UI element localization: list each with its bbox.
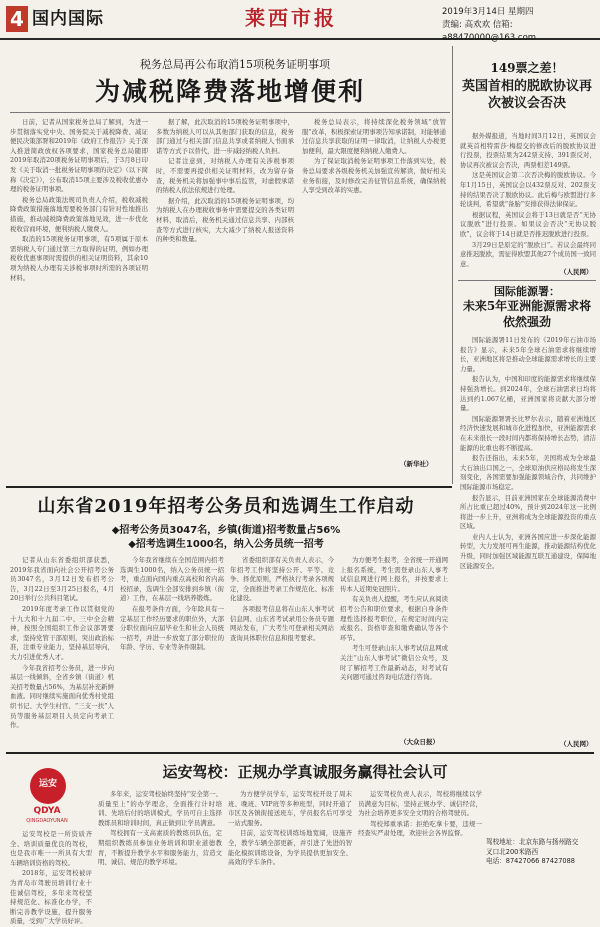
bottom-story-column-3: 为方便学员学车，运安驾校开设了周末班、晚班、VIP班等多种班型，同时开通了市区及各镇街接送班车，学员报名后可享受一站式服务。 目前，运安驾校训练场地宽阔，设施齐全，教学车辆全部更新，并引进了先进的智能化模拟训练设备，为学员提供更加安全、高效的学车条件。 bbox=[228, 790, 352, 867]
contact-phone: 电话：87427066 87427088 bbox=[486, 857, 575, 866]
contact-address-line-1: 驾校地址：北京东路与扬州路交 bbox=[486, 838, 579, 846]
contact-address-line-2: 叉口北200米路西 bbox=[486, 847, 539, 856]
lead-story-column-1: 日前，记者从国家税务总局了解到，为进一步贯彻落实党中央、国务院关于减税降费、减证便民决策部署和2019年《政府工作报告》关于深入推进简政放权各项要求，国家税务总局随即2019年取消20项税务证明事项后，于3月8日印发《关于取消一批税务证明事项的决定》（以下简称《决定》），公布取消15项主要涉及税收优惠办理的税务证明事项。 税务总局政策法规司负责人介绍，税收减税降费政策措施落地需要税务部门有针对性地推出措施，推动减税降费政策落地见效，进一步优化税收营商环境，便利纳税人缴费人。 取消的15项税务证明事项，有5项属于原本需纳税人专门通过第三方取得的证明，例如办理税收优惠事项时需提供的相关证明资料，其余10项为纳税人办理有关涉税事项时所需的各项证明材料。 bbox=[10, 118, 148, 282]
logo-text: 运安 bbox=[38, 779, 57, 789]
driving-school-logo bbox=[12, 768, 82, 826]
lead-story-2-title: 山东省2019年招考公务员和选调生工作启动 bbox=[37, 496, 415, 517]
contact-info bbox=[486, 838, 596, 867]
side-story-2-kicker: 国际能源署： bbox=[494, 285, 560, 298]
lead-story-2-source: （大众日报） bbox=[400, 738, 439, 746]
newspaper-brand: 莱西市报 bbox=[245, 6, 337, 30]
lead-story-2-subtitle-1: ◆招考公务员3047名，乡镇(街道)招考数量占56% bbox=[111, 525, 341, 536]
section-title: 国内国际 bbox=[32, 9, 104, 29]
divider bbox=[458, 280, 596, 281]
side-story-2-body: 国际能源署11日发布的《2019年石油市场报告》显示，未来5年全球石油需求将继续增长，亚洲地区将是推动全球能源需求增长的主要力量。 报告认为，中国和印度的能源需求将继续保持强劲增长。到2024年，全球石油需求日均将达到约1.067亿桶，亚洲国家将贡献大部分增量。 国际能源署署长比罗尔表示，随着亚洲地区经济快速发展和城市化进程加快，亚洲能源需求在未来很长一段时间内都将保持增长态势，清洁能源的比重也将不断提高。 报告还指出，未来5年，美国将成为全球最大石油出口国之一，全球原油供应格局将发生深刻变化，各国需要加强能源领域合作，共同维护国际能源市场稳定。 报告显示，目前亚洲国家在全球能源消费中所占比重已超过40%，预计到2024年这一比例将进一步上升，亚洲将成为全球能源投资的重点区域。 业内人士认为，亚洲各国应进一步深化能源转型，大力发展可再生能源，推动能源结构优化升级，同时加强区域能源互联互通建设，保障地区能源安全。 bbox=[460, 336, 596, 570]
lead-story-2-column-1: 记者从山东省委组织部获悉，2019年我省面向社会公开招考公务员3047名，3月12日发布招考公告，3月22日至3月25日报名，4月20日举行公共科目笔试。 2019年度考录工作以贯彻党的十九大和十九届二中、三中全会精神，按照全国组织工作会议部署要求，坚持党管干部原则，突出政治标准，注重专业能力，坚持基层导向，大力引进优秀人才。 今年我省招考公务员，进一步向基层一线倾斜，全省乡镇（街道）机关招考数量占56%，为基层补充新鲜血液。同时继续实施面向优秀村党组织书记、大学生村官、“三支一扶”人员等服务基层项目人员定向考录工作。 bbox=[10, 556, 114, 730]
lead-story-2-column-2: 今年我省继续在全国范围内招考选调生1000名，纳入公务员统一招考，重点面向国内重点高校和省内高校招录，选调生全部安排到乡镇（街道）工作，在基层一线培养锻炼。 在报考条件方面，今年除具有一定基层工作经历要求的职位外，大部分职位面向应届毕业生和社会人员统一招考，并进一步放宽了部分职位的年龄、学历、专业等条件限制。 bbox=[120, 556, 224, 652]
side-story-1-kicker: 149票之差！ bbox=[490, 61, 564, 75]
lead-story-column-3: 税务总局表示，将持续深化税务领域“放管服”改革，积极探索证明事项告知承诺制，对能够通过信息共享获取的证明一律取消，让纳税人办税更加便利，最大限度便利纳税人缴费人。 为了保证取消税务证明事项工作落到实处，税务总局要求各级税务机关加强宣传解读，做好相关业务衔接，及时修改完善征管信息系统，确保纳税人享受到改革的实惠。 bbox=[302, 118, 446, 195]
column-divider bbox=[452, 46, 453, 484]
bottom-story-title: 运安驾校：正规办学真诚服务赢得社会认可 bbox=[162, 763, 448, 781]
lead-story-2-subtitle-2: ◆招考选调生1000名，纳入公务员统一招考 bbox=[128, 539, 324, 550]
side-story-1-title: 英国首相的脱欧协议再次被议会否决 bbox=[461, 79, 592, 111]
bottom-story-column-4: 运安驾校负责人表示，驾校将继续以学员满意为目标，坚持正规办学、诚信经营，为社会培养更多安全文明的合格驾驶员。 驾校郑重承诺：拒绝吃拿卡要，违规一经查实严肃处理，欢迎社会各界监督。 bbox=[358, 790, 482, 838]
lead-story-column-2: 据了解，此次取消的15项税务证明事项中，多数为纳税人可以从其他部门获取的信息，税务部门通过与相关部门信息共享或者纳税人书面承诺等方式予以替代，进一步减轻纳税人负担。 记者注意到，对纳税人办理有关涉税事项时，不需要再提供相关证明材料，改为留存备查，税务机关将加强事中事后监管，对虚假承诺的纳税人依法依规进行处理。 据介绍，此次取消的15项税务证明事项，均为纳税人在办理税收事务中需要提交的各类证明材料，取消后，税务机关通过信息共享、内部核查等方式进行核实，大大减少了纳税人报送资料的种类和数量。 bbox=[156, 118, 294, 244]
lead-story-2-column-3: 省委组织部有关负责人表示，今年招考工作将坚持公开、平等、竞争、择优原则，严格执行考录各项规定，全面推进考录工作规范化、标准化建设。 各项报考信息将在山东人事考试信息网、山东省考试录用公务员专题网站发布，广大考生可登录相关网站查询具体职位信息和报考要求。 bbox=[230, 556, 334, 642]
lead-story-source: （新华社） bbox=[400, 460, 433, 468]
section-divider bbox=[6, 752, 594, 754]
side-story-2-title: 未来5年亚洲能源需求将依然强劲 bbox=[462, 299, 592, 329]
lead-story-title: 为减税降费落地增便利 bbox=[94, 77, 365, 106]
issue-date: 2019年3月14日 星期四 bbox=[442, 7, 534, 17]
page-number: 4 bbox=[6, 6, 28, 32]
logo-pinyin: QINGDAOYUNAN bbox=[26, 818, 68, 824]
side-story-2-source: （人民网） bbox=[560, 740, 593, 748]
masthead bbox=[0, 0, 600, 43]
lead-story-2-column-4: 为方便考生报考，全省统一开通网上报名系统，考生需登录山东人事考试信息网进行网上报名，并按要求上传本人近期免冠照片。 有关负责人提醒，考生应认真阅读招考公告和职位要求，根据自身条件理性选择报考职位，在规定时间内完成报名、资格审查和缴费确认等各个环节。 考生可登录山东人事考试信息网或关注“山东人事考试”微信公众号，及时了解招考工作最新动态，对考试有关问题可通过咨询电话进行咨询。 bbox=[340, 556, 448, 682]
side-story-1-source: （人民网） bbox=[560, 268, 593, 276]
dateline bbox=[442, 6, 592, 45]
bottom-story-column-1: 运安驾校是一所资质齐全、培训质量优良的驾校，也是我市唯一一所具有大型车辆培训资格的驾校。 2018年，运安驾校被评为青岛市驾驶员培训行业十佳诚信驾校，多年来驾校坚持规范化、标准化办学，不断完善教学设施，提升服务质量，受到广大学员好评。 bbox=[10, 830, 92, 926]
lead-story-kicker: 税务总局再公布取消15项税务证明事项 bbox=[140, 58, 330, 71]
divider bbox=[10, 112, 450, 113]
editor-info: 责编: 高欢欢 信箱: a88470000@163.com bbox=[442, 20, 537, 43]
bottom-story-column-2: 多年来，运安驾校始终坚持“安全第一、质量至上”的办学理念，全面推行计时培训、先培后付的培训模式，学员可自主选择教练员和培训时间，真正做到让学员满意。 驾校拥有一支高素质的教练员队伍，定期组织教练员参加业务培训和职业道德教育，不断提升教学水平和服务能力，营造文明、诚信、规范的教学环境。 bbox=[98, 790, 222, 867]
logo-abbreviation: QDYA bbox=[33, 806, 61, 816]
side-story-1-body: 据外媒报道，当地时间3月12日，英国议会就英首相特雷莎·梅提交的修改后的脱欧协议进行投票，投票结果为242票支持、391票反对，协议再次被议会否决，两票相差149票。 这是英国议会第二次否决梅的脱欧协议。今年1月15日，英国议会以432票反对、202票支持的结果否决了脱欧协议。此后梅与欧盟进行多轮谈判，希望就“备胎”安排获得法律保证。 根据议程，英国议会将于13日就是否“无协议脱欧”进行投票。如果议会否决“无协议脱欧”，议会将于14日就是否推迟脱欧进行投票。 3月29日是原定的“脱欧日”。若议会最终同意推迟脱欧，需征得欧盟其他27个成员国一致同意。 bbox=[460, 132, 596, 268]
section-divider bbox=[6, 486, 452, 488]
